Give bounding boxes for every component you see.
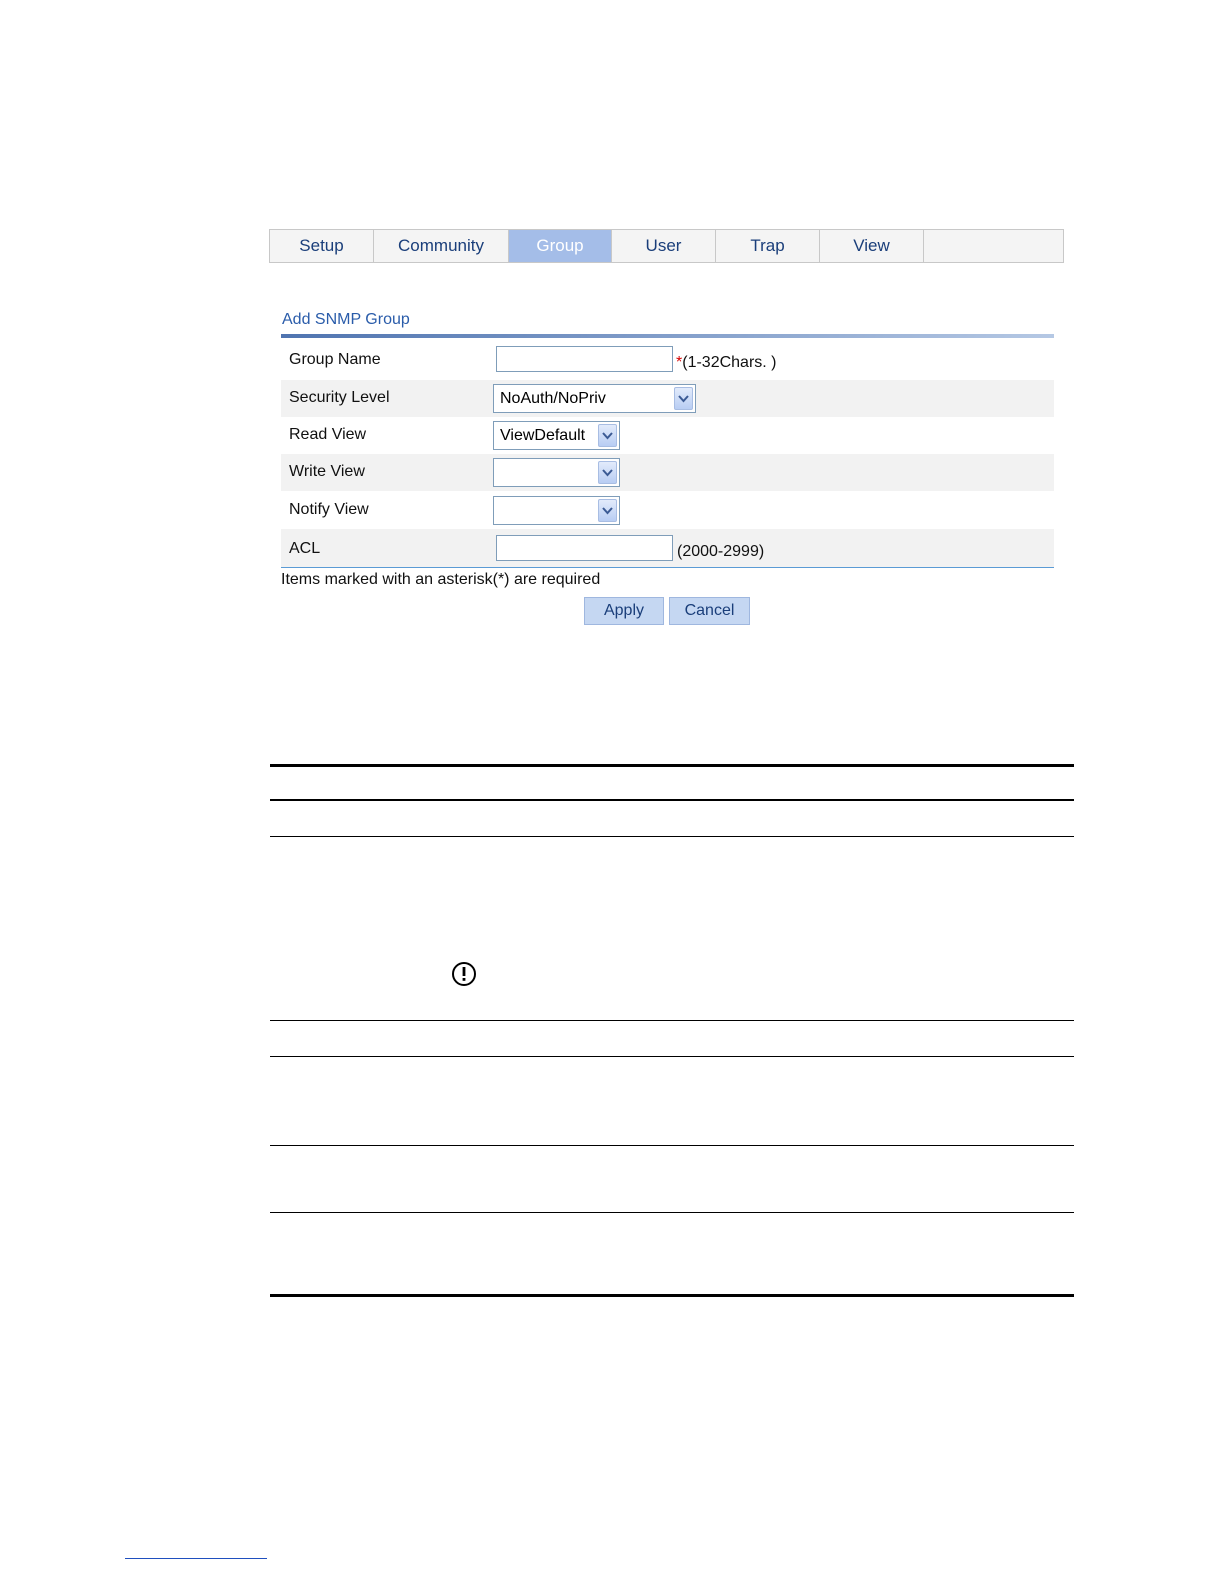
read-view-value: ViewDefault [500,426,586,444]
row-security-level [281,380,1054,417]
tab-view[interactable]: View [820,230,924,262]
read-view-label: Read View [289,426,367,443]
tab-user[interactable]: User [612,230,716,262]
title-divider [281,334,1054,338]
row-write-view [281,454,1054,491]
tab-bar-filler [924,230,1063,262]
security-level-value: NoAuth/NoPriv [500,389,606,407]
tab-group[interactable]: Group [509,230,612,262]
tab-bar [269,229,1064,263]
exclamation-circle-icon [451,961,477,987]
table-row-rule [270,1056,1074,1057]
write-view-label: Write View [289,463,365,480]
footnote-separator [125,1558,267,1559]
tab-community[interactable]: Community [374,230,509,262]
row-read-view [281,417,1054,454]
security-level-label: Security Level [289,389,390,406]
row-acl [281,529,1054,567]
form-title: Add SNMP Group [282,311,410,328]
table-top-rule [270,764,1074,767]
form-bottom-divider [281,567,1054,568]
required-asterisk: * [676,354,683,371]
chevron-down-icon[interactable] [598,461,617,484]
group-name-label: Group Name [289,351,381,368]
table-header-rule [270,799,1074,801]
write-view-select[interactable] [493,458,620,487]
apply-button[interactable]: Apply [584,597,664,625]
table-row-rule [270,1212,1074,1213]
table-bottom-rule [270,1294,1074,1297]
acl-input[interactable] [496,535,673,561]
cancel-button[interactable]: Cancel [669,597,750,625]
tab-setup[interactable]: Setup [270,230,374,262]
row-group-name [281,342,1054,379]
table-row-rule [270,836,1074,837]
security-level-select[interactable] [493,384,696,413]
chevron-down-icon[interactable] [674,387,693,410]
required-note: Items marked with an asterisk(*) are required [281,571,601,588]
group-name-hint [676,354,776,372]
read-view-select[interactable] [493,421,620,450]
notify-view-label: Notify View [289,501,369,518]
chevron-down-icon[interactable] [598,499,617,522]
tab-trap[interactable]: Trap [716,230,820,262]
table-row-rule [270,1020,1074,1021]
group-name-range: (1-32Chars. ) [682,354,777,371]
table-row-rule [270,1145,1074,1146]
row-notify-view [281,492,1054,529]
chevron-down-icon[interactable] [598,424,617,447]
group-name-input[interactable] [496,346,673,372]
acl-range-hint: (2000-2999) [677,543,765,560]
acl-label: ACL [289,540,321,557]
notify-view-select[interactable] [493,496,620,525]
